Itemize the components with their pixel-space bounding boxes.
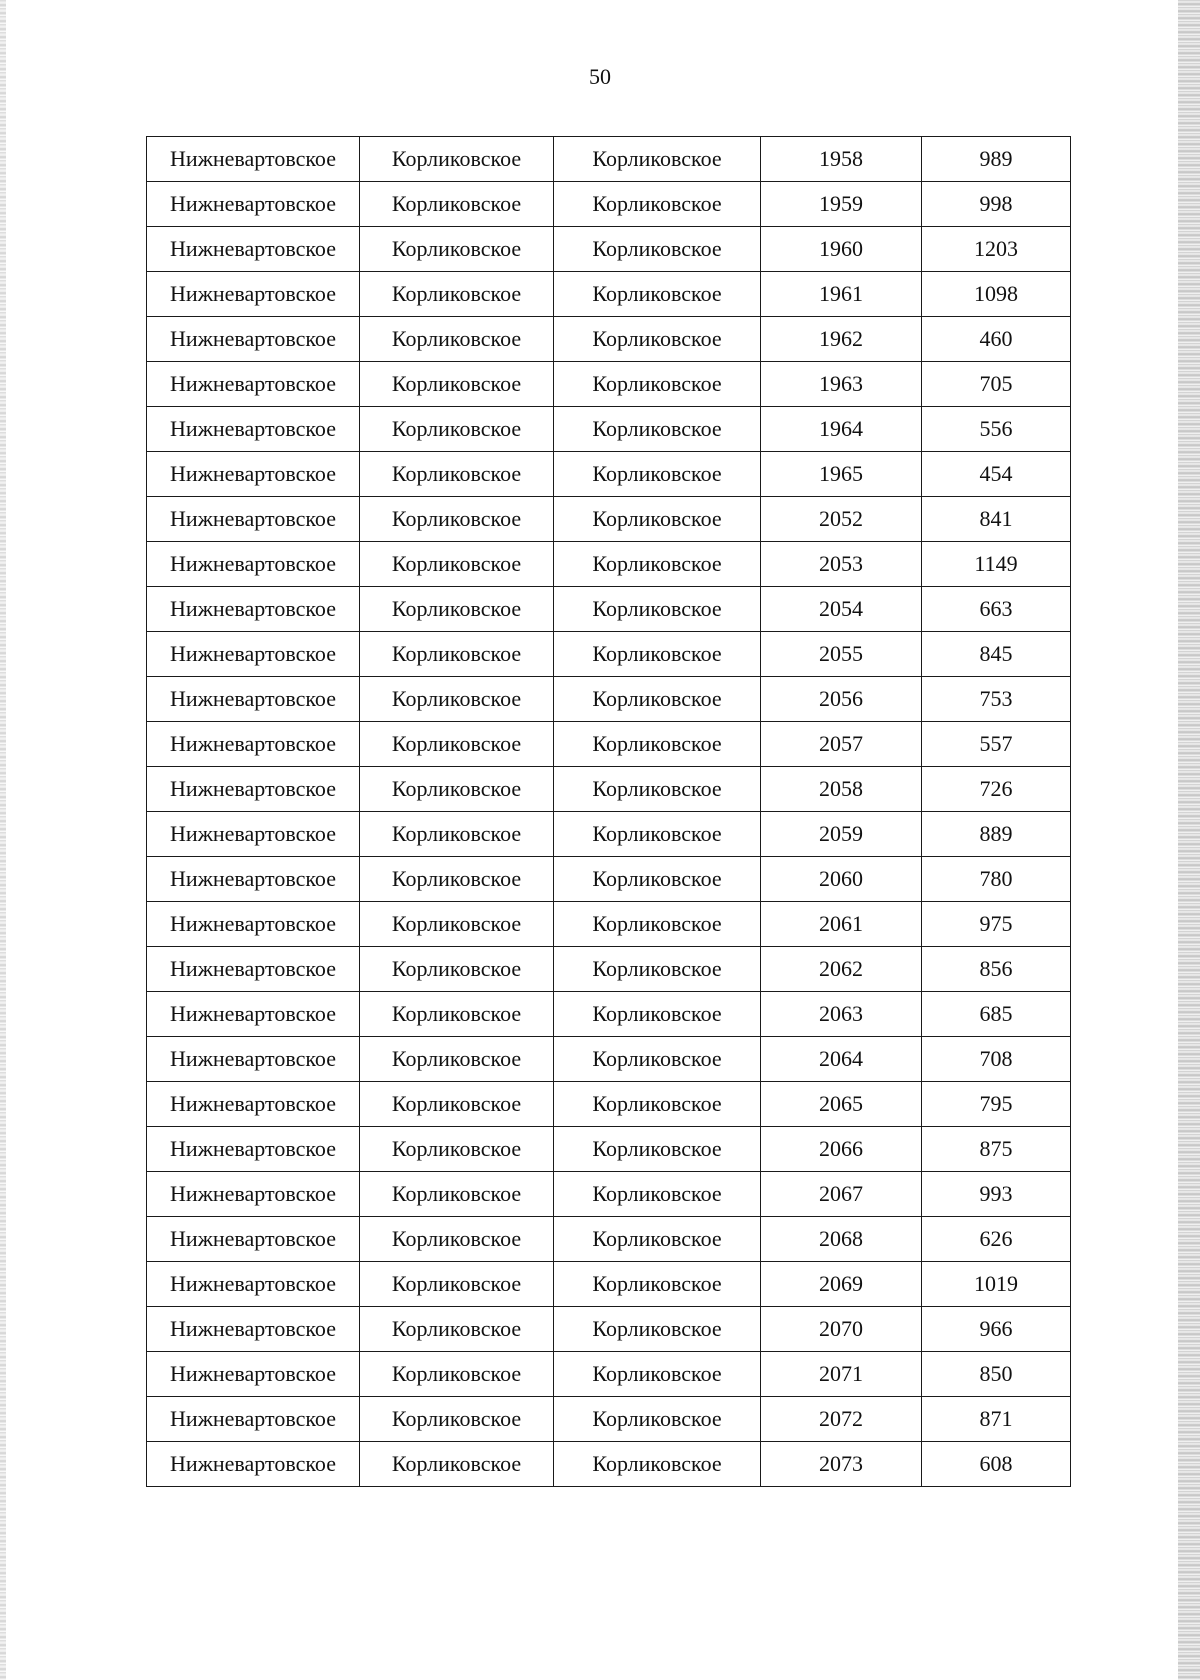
cell-value: 993 <box>922 1172 1071 1217</box>
cell-license-area: Корликовское <box>554 1397 761 1442</box>
table-row <box>147 767 1071 812</box>
table-row <box>147 677 1071 722</box>
cell-district: Нижневартовское <box>147 992 360 1037</box>
cell-field: Корликовское <box>360 722 554 767</box>
cell-district: Нижневартовское <box>147 722 360 767</box>
cell-well-number: 2053 <box>761 542 922 587</box>
cell-district: Нижневартовское <box>147 1127 360 1172</box>
cell-field: Корликовское <box>360 1217 554 1262</box>
cell-license-area: Корликовское <box>554 362 761 407</box>
cell-license-area: Корликовское <box>554 407 761 452</box>
table-row <box>147 137 1071 182</box>
cell-field: Корликовское <box>360 182 554 227</box>
cell-value: 875 <box>922 1127 1071 1172</box>
cell-field: Корликовское <box>360 1442 554 1487</box>
cell-district: Нижневартовское <box>147 137 360 182</box>
cell-license-area: Корликовское <box>554 992 761 1037</box>
cell-license-area: Корликовское <box>554 227 761 272</box>
cell-field: Корликовское <box>360 767 554 812</box>
cell-well-number: 2070 <box>761 1307 922 1352</box>
table-row <box>147 812 1071 857</box>
cell-license-area: Корликовское <box>554 947 761 992</box>
cell-field: Корликовское <box>360 587 554 632</box>
table-row <box>147 722 1071 767</box>
cell-value: 460 <box>922 317 1071 362</box>
cell-value: 556 <box>922 407 1071 452</box>
table-row <box>147 407 1071 452</box>
cell-value: 726 <box>922 767 1071 812</box>
table-row <box>147 272 1071 317</box>
table-row <box>147 1217 1071 1262</box>
cell-well-number: 2069 <box>761 1262 922 1307</box>
cell-license-area: Корликовское <box>554 182 761 227</box>
cell-license-area: Корликовское <box>554 542 761 587</box>
cell-field: Корликовское <box>360 902 554 947</box>
cell-value: 454 <box>922 452 1071 497</box>
cell-license-area: Корликовское <box>554 1442 761 1487</box>
cell-license-area: Корликовское <box>554 677 761 722</box>
cell-license-area: Корликовское <box>554 1352 761 1397</box>
cell-well-number: 2063 <box>761 992 922 1037</box>
cell-district: Нижневартовское <box>147 1352 360 1397</box>
table-row <box>147 632 1071 677</box>
cell-license-area: Корликовское <box>554 767 761 812</box>
cell-value: 1203 <box>922 227 1071 272</box>
table-row <box>147 1307 1071 1352</box>
table-row <box>147 452 1071 497</box>
cell-value: 871 <box>922 1397 1071 1442</box>
cell-well-number: 2065 <box>761 1082 922 1127</box>
cell-license-area: Корликовское <box>554 1127 761 1172</box>
cell-well-number: 2052 <box>761 497 922 542</box>
cell-field: Корликовское <box>360 632 554 677</box>
cell-well-number: 1959 <box>761 182 922 227</box>
cell-well-number: 2058 <box>761 767 922 812</box>
cell-license-area: Корликовское <box>554 317 761 362</box>
table-row <box>147 542 1071 587</box>
table-row <box>147 1397 1071 1442</box>
cell-field: Корликовское <box>360 317 554 362</box>
table-row <box>147 857 1071 902</box>
scan-edge-right <box>1178 0 1200 1680</box>
cell-value: 705 <box>922 362 1071 407</box>
table-row <box>147 227 1071 272</box>
scan-edge-left <box>0 0 6 1680</box>
cell-well-number: 1962 <box>761 317 922 362</box>
cell-value: 685 <box>922 992 1071 1037</box>
cell-well-number: 2067 <box>761 1172 922 1217</box>
table-row <box>147 362 1071 407</box>
cell-district: Нижневартовское <box>147 812 360 857</box>
cell-value: 626 <box>922 1217 1071 1262</box>
cell-district: Нижневартовское <box>147 542 360 587</box>
cell-value: 975 <box>922 902 1071 947</box>
table-row <box>147 1442 1071 1487</box>
cell-district: Нижневартовское <box>147 1307 360 1352</box>
cell-field: Корликовское <box>360 677 554 722</box>
table-row <box>147 1172 1071 1217</box>
cell-license-area: Корликовское <box>554 587 761 632</box>
cell-well-number: 1963 <box>761 362 922 407</box>
data-table <box>146 136 1071 1487</box>
cell-field: Корликовское <box>360 137 554 182</box>
cell-field: Корликовское <box>360 272 554 317</box>
cell-well-number: 2073 <box>761 1442 922 1487</box>
cell-field: Корликовское <box>360 857 554 902</box>
cell-district: Нижневартовское <box>147 677 360 722</box>
cell-well-number: 2055 <box>761 632 922 677</box>
page-number: 50 <box>589 64 611 89</box>
cell-value: 1019 <box>922 1262 1071 1307</box>
cell-field: Корликовское <box>360 1307 554 1352</box>
cell-license-area: Корликовское <box>554 137 761 182</box>
cell-license-area: Корликовское <box>554 272 761 317</box>
cell-license-area: Корликовское <box>554 1172 761 1217</box>
cell-district: Нижневартовское <box>147 1262 360 1307</box>
table-row <box>147 1262 1071 1307</box>
cell-district: Нижневартовское <box>147 767 360 812</box>
cell-value: 850 <box>922 1352 1071 1397</box>
cell-well-number: 2071 <box>761 1352 922 1397</box>
cell-well-number: 2054 <box>761 587 922 632</box>
cell-value: 966 <box>922 1307 1071 1352</box>
cell-field: Корликовское <box>360 1172 554 1217</box>
cell-field: Корликовское <box>360 947 554 992</box>
cell-value: 1149 <box>922 542 1071 587</box>
cell-well-number: 2062 <box>761 947 922 992</box>
cell-license-area: Корликовское <box>554 1307 761 1352</box>
cell-district: Нижневартовское <box>147 407 360 452</box>
cell-value: 841 <box>922 497 1071 542</box>
cell-well-number: 1965 <box>761 452 922 497</box>
cell-well-number: 2061 <box>761 902 922 947</box>
cell-field: Корликовское <box>360 1127 554 1172</box>
cell-district: Нижневартовское <box>147 362 360 407</box>
table-row <box>147 1082 1071 1127</box>
cell-well-number: 2066 <box>761 1127 922 1172</box>
cell-district: Нижневартовское <box>147 497 360 542</box>
cell-district: Нижневартовское <box>147 227 360 272</box>
cell-field: Корликовское <box>360 1397 554 1442</box>
cell-district: Нижневартовское <box>147 1037 360 1082</box>
table-row <box>147 947 1071 992</box>
cell-license-area: Корликовское <box>554 632 761 677</box>
cell-value: 780 <box>922 857 1071 902</box>
table-row <box>147 992 1071 1037</box>
cell-district: Нижневартовское <box>147 272 360 317</box>
cell-value: 1098 <box>922 272 1071 317</box>
cell-value: 989 <box>922 137 1071 182</box>
table-row <box>147 317 1071 362</box>
cell-value: 708 <box>922 1037 1071 1082</box>
cell-license-area: Корликовское <box>554 812 761 857</box>
cell-district: Нижневартовское <box>147 632 360 677</box>
cell-field: Корликовское <box>360 1037 554 1082</box>
cell-district: Нижневартовское <box>147 902 360 947</box>
cell-district: Нижневартовское <box>147 317 360 362</box>
table-body <box>147 137 1071 1487</box>
cell-well-number: 2057 <box>761 722 922 767</box>
cell-well-number: 1960 <box>761 227 922 272</box>
cell-field: Корликовское <box>360 992 554 1037</box>
cell-field: Корликовское <box>360 1262 554 1307</box>
cell-value: 845 <box>922 632 1071 677</box>
cell-well-number: 2056 <box>761 677 922 722</box>
cell-district: Нижневартовское <box>147 182 360 227</box>
cell-field: Корликовское <box>360 1352 554 1397</box>
cell-field: Корликовское <box>360 812 554 857</box>
table-row <box>147 182 1071 227</box>
cell-value: 795 <box>922 1082 1071 1127</box>
cell-well-number: 2072 <box>761 1397 922 1442</box>
cell-value: 753 <box>922 677 1071 722</box>
table-row <box>147 1127 1071 1172</box>
cell-field: Корликовское <box>360 227 554 272</box>
cell-license-area: Корликовское <box>554 1082 761 1127</box>
cell-district: Нижневартовское <box>147 452 360 497</box>
cell-value: 608 <box>922 1442 1071 1487</box>
cell-license-area: Корликовское <box>554 1037 761 1082</box>
cell-field: Корликовское <box>360 1082 554 1127</box>
cell-license-area: Корликовское <box>554 902 761 947</box>
cell-well-number: 2059 <box>761 812 922 857</box>
cell-well-number: 2060 <box>761 857 922 902</box>
cell-value: 856 <box>922 947 1071 992</box>
table-row <box>147 497 1071 542</box>
cell-field: Корликовское <box>360 407 554 452</box>
table-row <box>147 1352 1071 1397</box>
cell-license-area: Корликовское <box>554 1217 761 1262</box>
cell-field: Корликовское <box>360 542 554 587</box>
table-row <box>147 1037 1071 1082</box>
cell-district: Нижневартовское <box>147 947 360 992</box>
cell-district: Нижневартовское <box>147 1082 360 1127</box>
cell-well-number: 2068 <box>761 1217 922 1262</box>
cell-value: 889 <box>922 812 1071 857</box>
cell-district: Нижневартовское <box>147 1442 360 1487</box>
cell-license-area: Корликовское <box>554 722 761 767</box>
cell-district: Нижневартовское <box>147 857 360 902</box>
cell-well-number: 2064 <box>761 1037 922 1082</box>
cell-license-area: Корликовское <box>554 1262 761 1307</box>
cell-district: Нижневартовское <box>147 1172 360 1217</box>
table-row <box>147 587 1071 632</box>
cell-field: Корликовское <box>360 362 554 407</box>
cell-district: Нижневартовское <box>147 1397 360 1442</box>
cell-value: 998 <box>922 182 1071 227</box>
cell-well-number: 1964 <box>761 407 922 452</box>
cell-value: 663 <box>922 587 1071 632</box>
cell-well-number: 1961 <box>761 272 922 317</box>
cell-district: Нижневартовское <box>147 587 360 632</box>
cell-license-area: Корликовское <box>554 497 761 542</box>
cell-well-number: 1958 <box>761 137 922 182</box>
cell-value: 557 <box>922 722 1071 767</box>
cell-field: Корликовское <box>360 497 554 542</box>
table-row <box>147 902 1071 947</box>
cell-license-area: Корликовское <box>554 452 761 497</box>
cell-field: Корликовское <box>360 452 554 497</box>
cell-district: Нижневартовское <box>147 1217 360 1262</box>
cell-license-area: Корликовское <box>554 857 761 902</box>
